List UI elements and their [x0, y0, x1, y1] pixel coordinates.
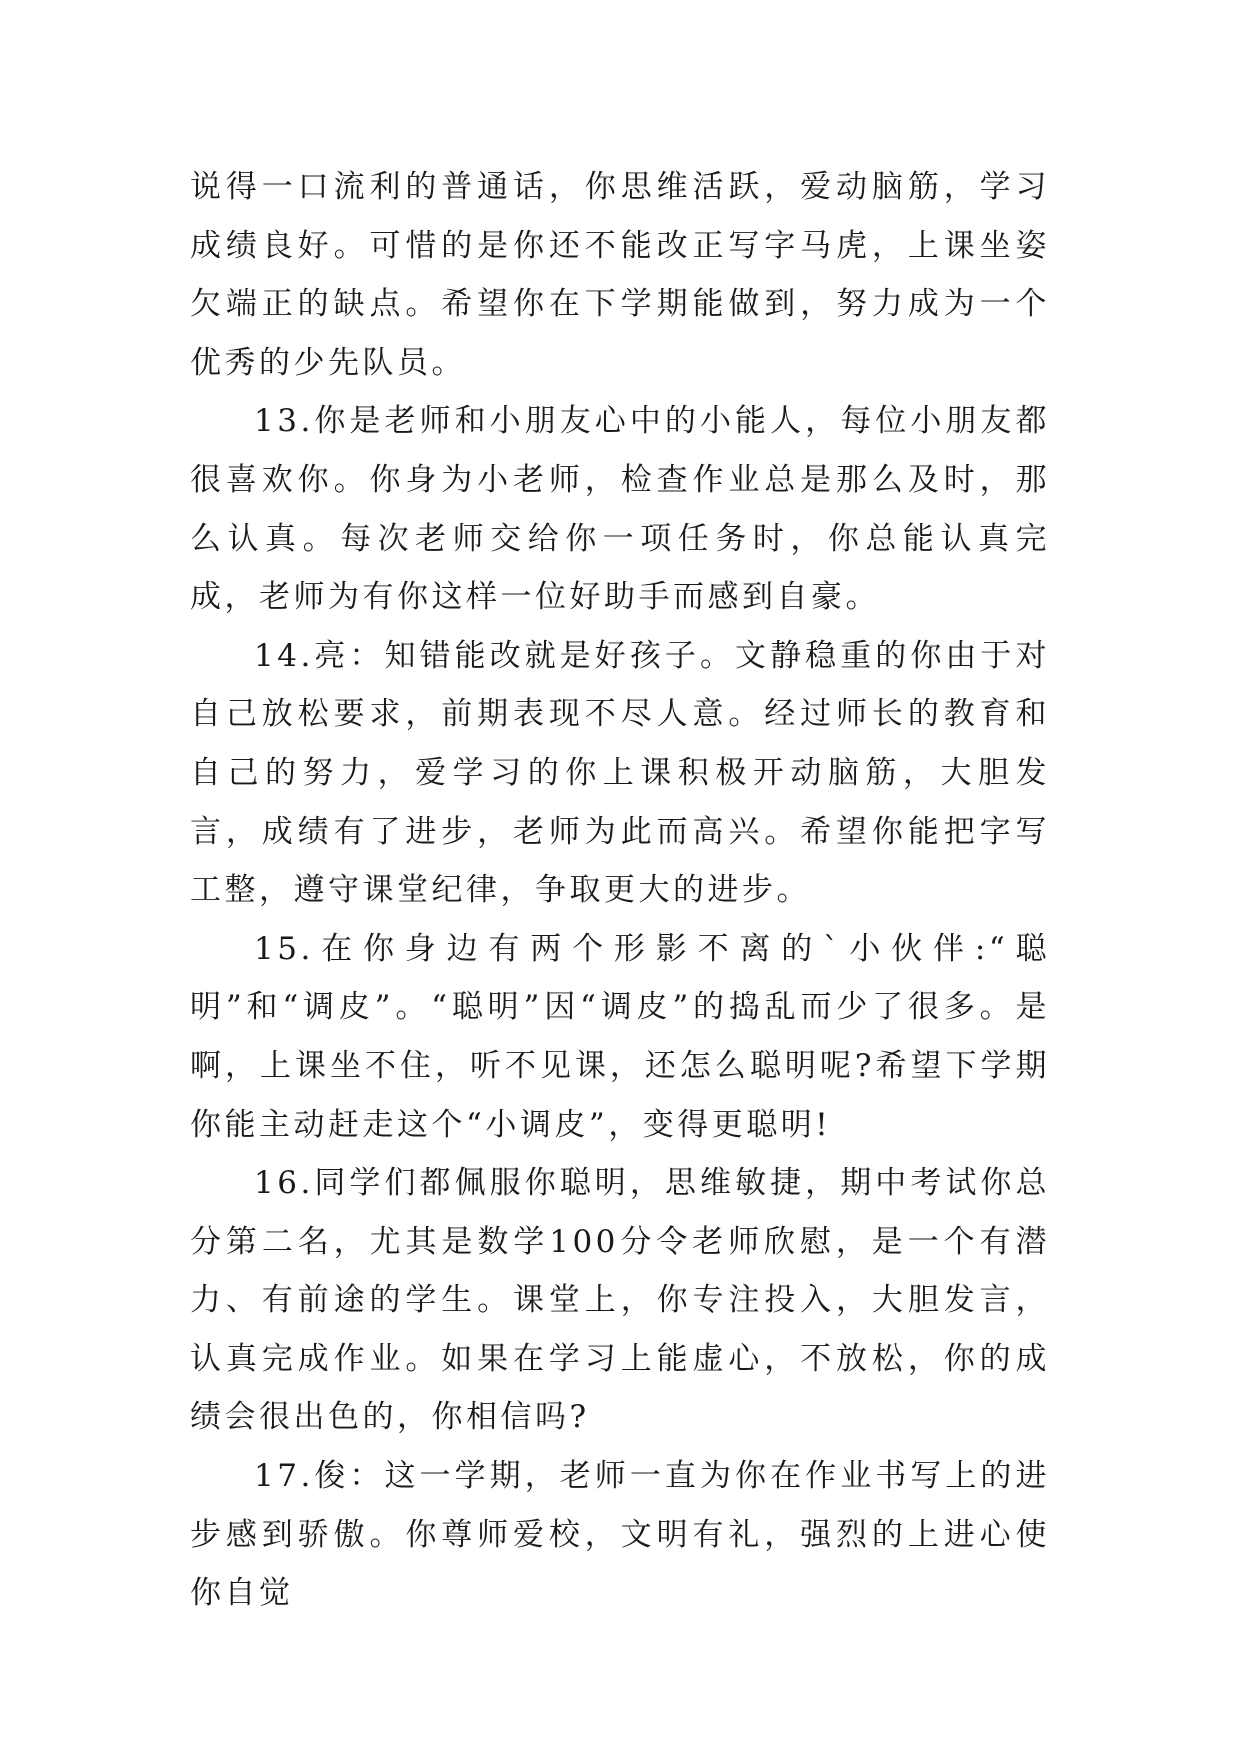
paragraph-16: 16.同学们都佩服你聪明，思维敏捷，期中考试你总分第二名，尤其是数学100分令老师欣慰，是一个有潜力、有前途的学生。课堂上，你专注投入，大胆发言，认真完成作业。如果在学习上能虚心，不放松，你的成绩会很出色的，你相信吗?	[190, 1165, 1050, 1436]
document-body	[190, 158, 1050, 1623]
paragraph-14: 14.亮：知错能改就是好孩子。文静稳重的你由于对自己放松要求，前期表现不尽人意。经过师长的教育和自己的努力，爱学习的你上课积极开动脑筋，大胆发言，成绩有了进步，老师为此而高兴。希望你能把字写工整，遵守课堂纪律，争取更大的进步。	[190, 637, 1050, 909]
paragraph-13: 13.你是老师和小朋友心中的小能人，每位小朋友都很喜欢你。你身为小老师，检查作业总是那么及时，那么认真。每次老师交给你一项任务时，你总能认真完成，老师为有你这样一位好助手而感到自豪。	[190, 403, 1050, 616]
paragraph-continued: 说得一口流利的普通话，你思维活跃，爱动脑筋，学习成绩良好。可惜的是你还不能改正写字马虎，上课坐姿欠端正的缺点。希望你在下学期能做到，努力成为一个优秀的少先队员。	[190, 169, 1050, 381]
paragraph-17: 17.俊：这一学期，老师一直为你在作业书写上的进步感到骄傲。你尊师爱校，文明有礼，强烈的上进心使你自觉	[190, 1458, 1050, 1612]
paragraph-15: 15.在你身边有两个形影不离的`小伙伴:“聪明”和“调皮”。“聪明”因“调皮”的捣乱而少了很多。是啊，上课坐不住，听不见课，还怎么聪明呢?希望下学期你能主动赶走这个“小调皮”，变得更聪明!	[190, 930, 1050, 1143]
